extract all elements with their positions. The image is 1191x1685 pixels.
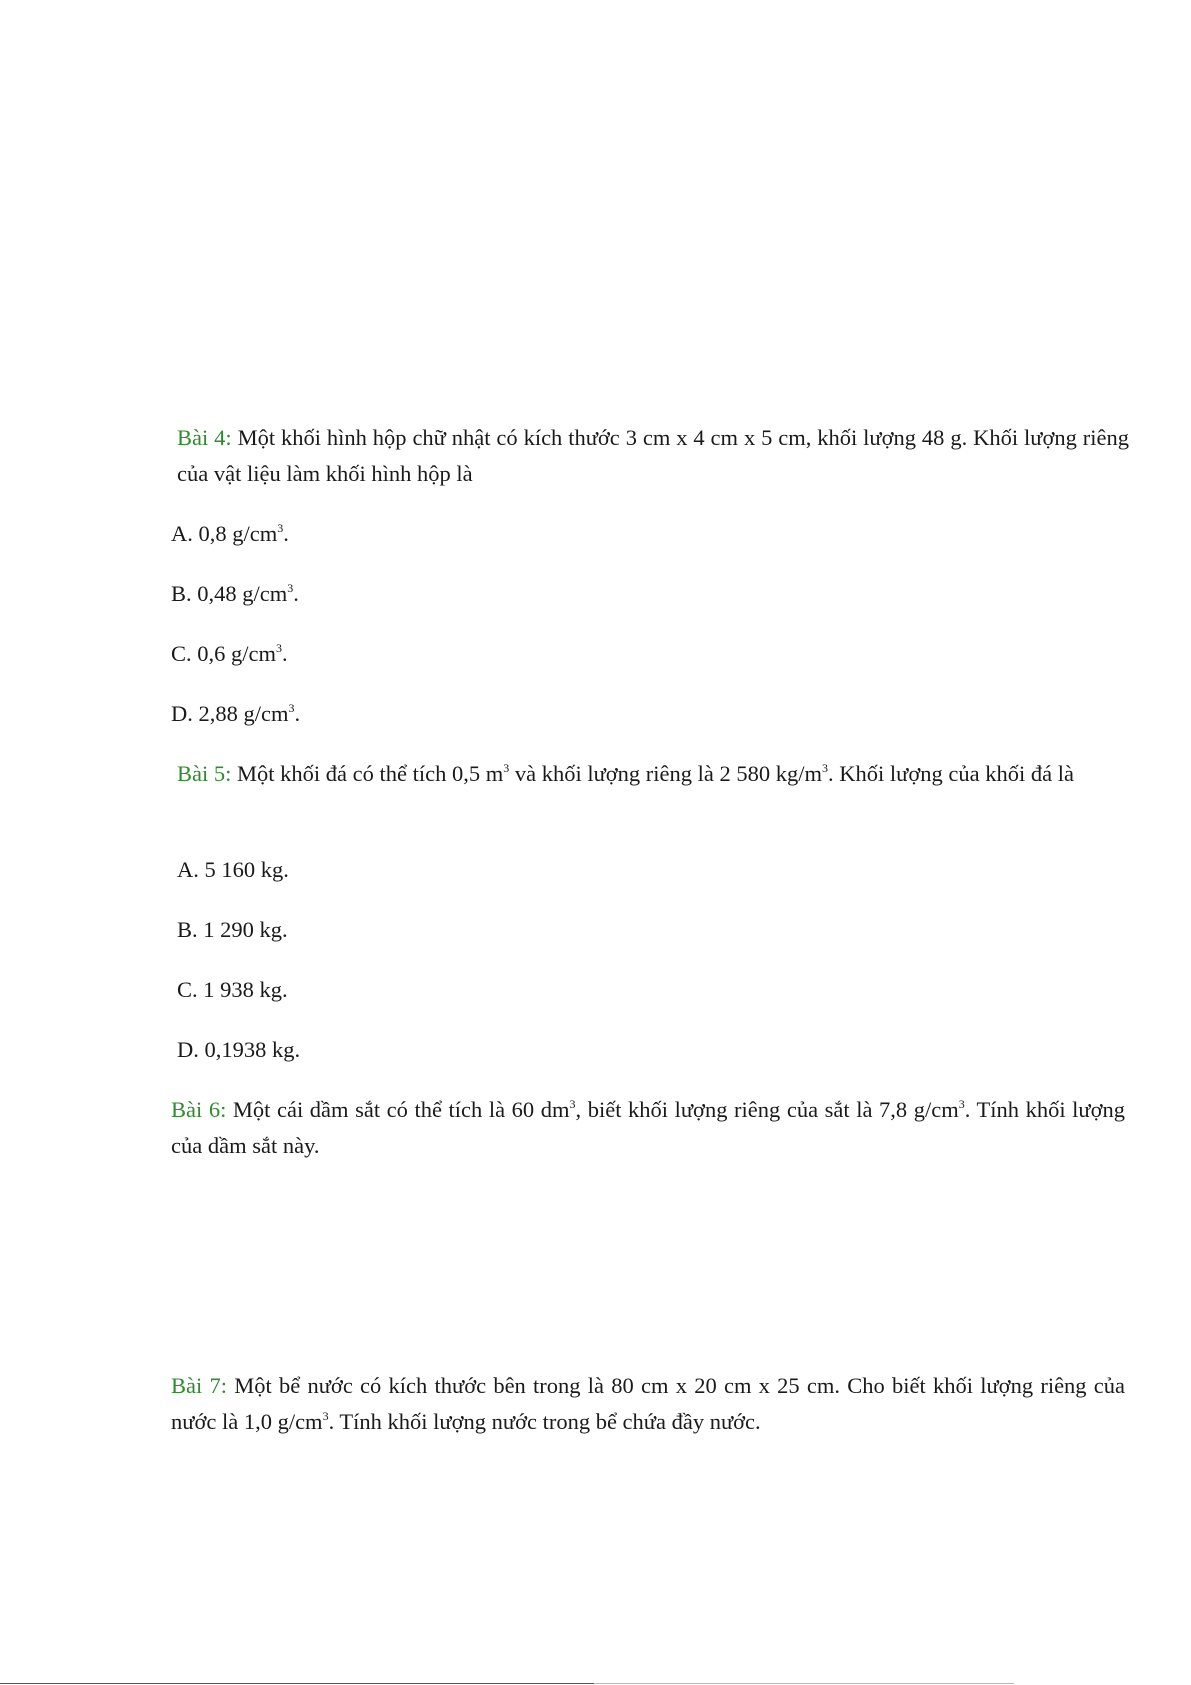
period: .: [282, 641, 288, 666]
superscript: 3: [288, 701, 295, 715]
question-5-text-part: . Khối lượng của khối đá là: [828, 761, 1074, 786]
question-6-label: Bài 6:: [171, 1097, 227, 1122]
superscript: 3: [958, 1097, 965, 1111]
question-6: [171, 1092, 1125, 1164]
question-4-option-d: [171, 699, 300, 729]
period: .: [294, 701, 301, 726]
question-4-text: Một khối hình hộp chữ nhật có kích thước 3 cm x 4 cm x 5 cm, khối lượng 48 g. Khối lượng riêng của vật liệu làm khối hình hộp là: [177, 425, 1129, 486]
question-6-text-part: , biết khối lượng riêng của sắt là 7,8 g/cm: [575, 1097, 959, 1122]
period: .: [293, 581, 299, 606]
footer-rule-faint: [594, 1683, 1014, 1684]
question-6-text-part: Một cái dầm sắt có thể tích là 60 dm: [232, 1097, 570, 1122]
option-text: B. 0,48 g/cm: [171, 581, 288, 606]
superscript: 3: [287, 581, 294, 595]
period: .: [283, 521, 289, 546]
question-5: [177, 756, 1123, 792]
question-6-text-part: . Tính khối lượng của dầm sắt này.: [171, 1097, 1126, 1158]
superscript: 3: [277, 521, 284, 535]
option-text: A. 0,8 g/cm: [171, 521, 278, 546]
footer-rule: [0, 1683, 594, 1684]
superscript: 3: [822, 761, 829, 775]
superscript: 3: [322, 1409, 329, 1423]
option-text: C. 0,6 g/cm: [171, 641, 276, 666]
question-5-option-c: C. 1 938 kg.: [177, 977, 288, 1002]
question-5-label: Bài 5:: [177, 761, 232, 786]
question-7-label: Bài 7:: [171, 1373, 227, 1398]
question-7-text-part: Một bể nước có kích thước bên trong là 80 cm x 20 cm x 25 cm. Cho biết khối lượng riêng của nước là 1,0 g/cm: [171, 1373, 1126, 1434]
question-4-option-b: [171, 579, 299, 609]
option-text: D. 2,88 g/cm: [171, 701, 289, 726]
question-4: [177, 420, 1129, 492]
superscript: 3: [503, 761, 510, 775]
question-5-text-part: và khối lượng riêng là 2 580 kg/m: [509, 761, 823, 786]
question-4-option-c: [171, 639, 288, 669]
superscript: 3: [569, 1097, 576, 1111]
question-5-option-a: A. 5 160 kg.: [177, 857, 289, 882]
question-5-text-part: Một khối đá có thể tích 0,5 m: [237, 761, 504, 786]
question-5-option-d: D. 0,1938 kg.: [177, 1037, 301, 1062]
superscript: 3: [276, 641, 282, 655]
question-7-text-part: . Tính khối lượng nước trong bể chứa đầy nước.: [328, 1409, 761, 1434]
question-5-option-b: B. 1 290 kg.: [177, 917, 288, 942]
question-4-option-a: [171, 519, 289, 549]
question-4-label: Bài 4:: [177, 425, 232, 450]
question-7: [171, 1368, 1125, 1440]
